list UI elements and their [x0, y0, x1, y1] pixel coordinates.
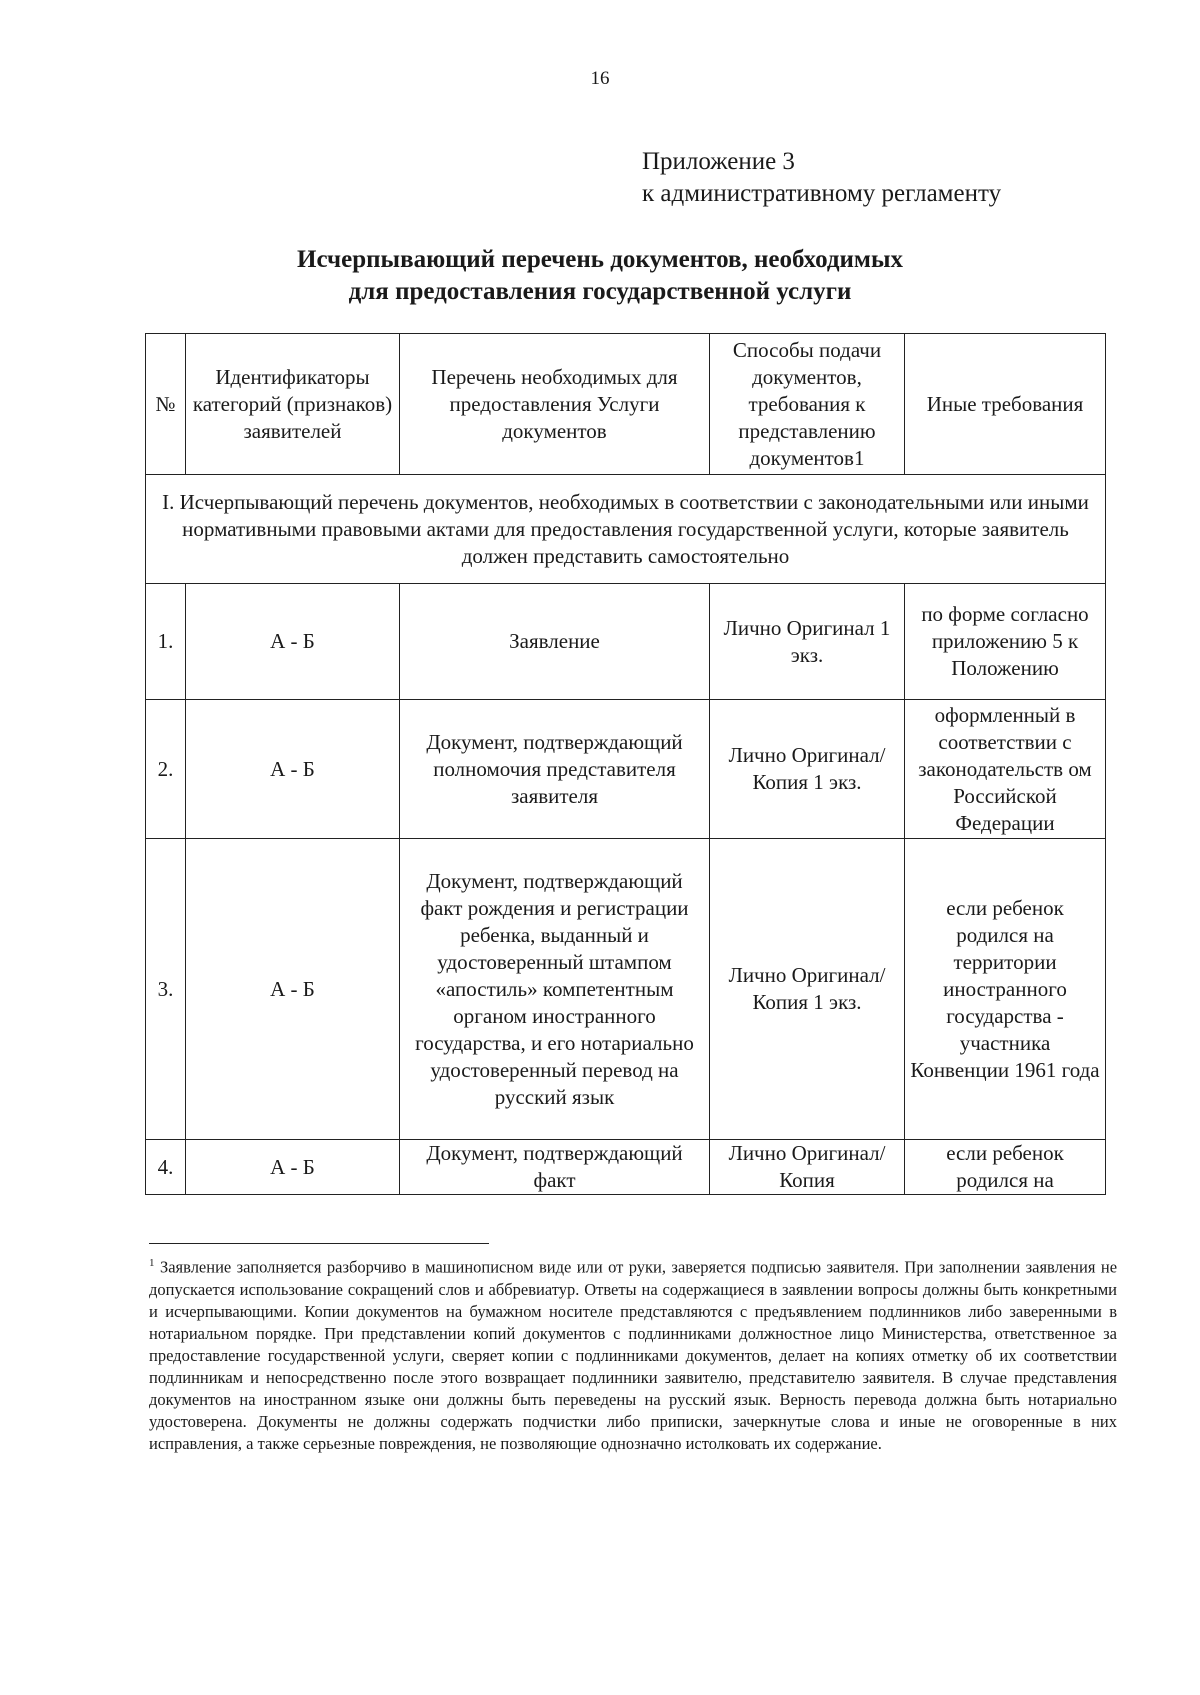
footnote-text: Заявление заполняется разборчиво в машинописном виде или от руки, заверяется подписью заявителя. При заполнении заявления не допускается использование сокращений слов и аббревиатур. Ответы на содержащиеся в заявлении вопросы должны быть конкретными и исчерпывающими. Копии документов на бумажном носителе представляются с предъявлением подлинников либо заверенными в нотариальном порядке. При представлении копий документов с подлинниками должностное лицо Министерства, ответственное за предоставление государственной услуги, сверяет копии с подлинниками документов, делает на копиях отметку об их соответствии подлинникам и непосредственно после этого возвращает подлинники заявителю, представителю заявителя. В случае представления документов на иностранном языке они должны быть переведены на русский язык. Верность перевода должна быть нотариально удостоверена. Документы не должны содержать подчистки либо приписки, зачеркнутые слова и иные не оговоренные в них исправления, а также серьезные повреждения, не позволяющие однозначно истолковать их содержание.	[149, 1257, 1118, 1453]
table-row	[146, 839, 1106, 1140]
row-document: Документ, подтверждающий факт	[400, 1140, 710, 1195]
row-document: Заявление	[400, 584, 710, 700]
appendix-line-1: Приложение 3	[642, 148, 795, 175]
section-row	[146, 475, 1106, 584]
row-other-requirements: по форме согласно приложению 5 к Положению	[905, 584, 1106, 700]
header-document-list: Перечень необходимых для предоставления Услуги документов	[400, 334, 710, 475]
documents-table	[145, 333, 1106, 1195]
row-number: 2.	[146, 700, 186, 839]
row-other-requirements: если ребенок родился на территории иностранного государства - участника Конвенции 1961 года	[905, 839, 1106, 1140]
row-number: 1.	[146, 584, 186, 700]
footnote-mark: 1	[149, 1257, 155, 1269]
row-applicant-identifier: А - Б	[186, 700, 400, 839]
document-title-line-1: Исчерпывающий перечень документов, необходимых	[297, 246, 903, 273]
row-submission-method: Лично Оригинал/Копия 1 экз.	[710, 700, 905, 839]
table-row	[146, 1140, 1106, 1195]
row-submission-method: Лично Оригинал/Копия 1 экз.	[710, 839, 905, 1140]
row-applicant-identifier: А - Б	[186, 839, 400, 1140]
row-submission-method: Лично Оригинал 1 экз.	[710, 584, 905, 700]
table-row	[146, 700, 1106, 839]
row-document: Документ, подтверждающий факт рождения и регистрации ребенка, выданный и удостоверенный штампом «апостиль» компетентным органом иностранного государства, и его нотариально удостоверенный перевод на русский язык	[400, 839, 710, 1140]
row-document: Документ, подтверждающий полномочия представителя заявителя	[400, 700, 710, 839]
page-number: 16	[590, 68, 610, 89]
header-number: №	[146, 334, 186, 475]
appendix-reference	[642, 146, 1001, 210]
header-other-requirements: Иные требования	[905, 334, 1106, 475]
section-title: I. Исчерпывающий перечень документов, необходимых в соответствии с законодательными или иными нормативными правовыми актами для предоставления государственной услуги, которые заявитель должен представить самостоятельно	[146, 475, 1106, 584]
footnote	[149, 1252, 1117, 1455]
row-number: 4.	[146, 1140, 186, 1195]
footnote-divider	[149, 1243, 489, 1244]
row-number: 3.	[146, 839, 186, 1140]
row-applicant-identifier: А - Б	[186, 584, 400, 700]
row-other-requirements: если ребенок родился на	[905, 1140, 1106, 1195]
document-title	[0, 244, 1200, 308]
row-applicant-identifier: А - Б	[186, 1140, 400, 1195]
document-title-line-2: для предоставления государственной услуги	[348, 278, 852, 305]
header-submission-methods: Способы подачи документов, требования к представлению документов1	[710, 334, 905, 475]
header-applicant-identifiers: Идентификаторы категорий (признаков) заявителей	[186, 334, 400, 475]
table-row	[146, 584, 1106, 700]
appendix-line-2: к административному регламенту	[642, 180, 1002, 207]
row-submission-method: Лично Оригинал/Копия	[710, 1140, 905, 1195]
row-other-requirements: оформленный в соответствии с законодательств ом Российской Федерации	[905, 700, 1106, 839]
table-header-row	[146, 334, 1106, 475]
